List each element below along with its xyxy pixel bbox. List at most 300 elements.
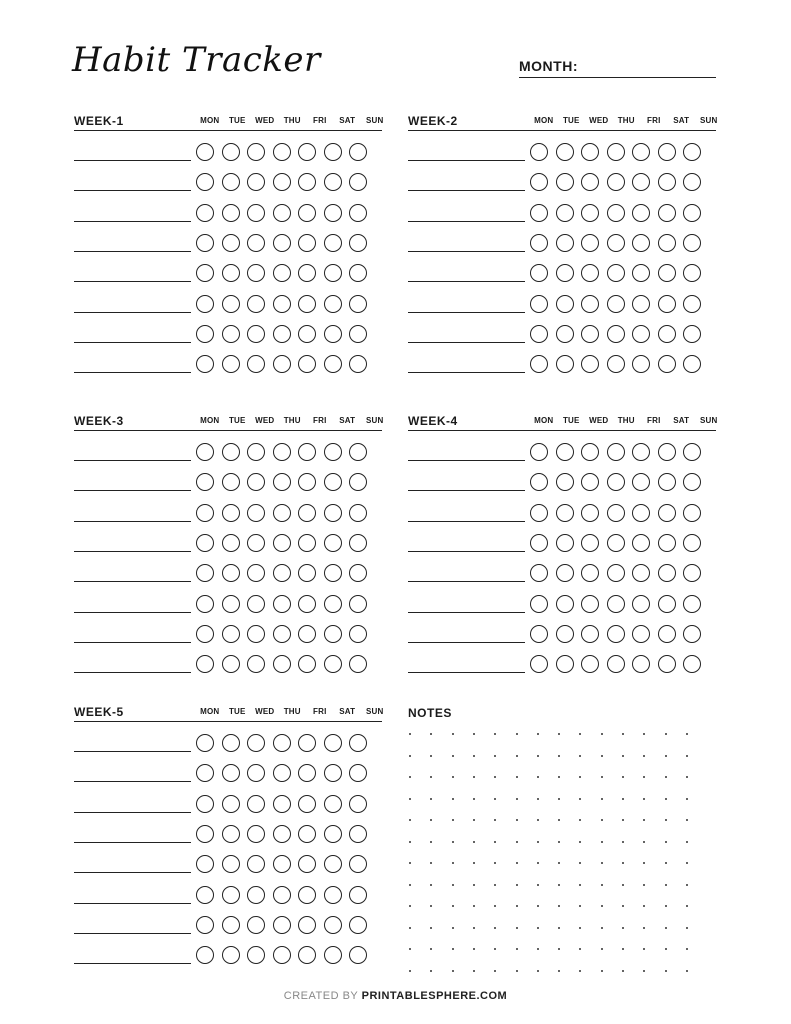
day-checkbox-circle[interactable] [247, 295, 265, 313]
day-checkbox-circle[interactable] [632, 504, 650, 522]
day-checkbox-circle[interactable] [632, 655, 650, 673]
day-checkbox-circle[interactable] [683, 655, 701, 673]
day-checkbox-circle[interactable] [683, 234, 701, 252]
day-checkbox-circle[interactable] [273, 264, 291, 282]
day-checkbox-circle[interactable] [349, 234, 367, 252]
day-checkbox-circle[interactable] [298, 234, 316, 252]
day-checkbox-circle[interactable] [683, 325, 701, 343]
day-checkbox-circle[interactable] [632, 443, 650, 461]
day-checkbox-circle[interactable] [247, 946, 265, 964]
day-checkbox-circle[interactable] [273, 173, 291, 191]
day-checkbox-circle[interactable] [324, 234, 342, 252]
day-checkbox-circle[interactable] [324, 564, 342, 582]
day-checkbox-circle[interactable] [607, 534, 625, 552]
day-checkbox-circle[interactable] [247, 595, 265, 613]
day-checkbox-circle[interactable] [273, 295, 291, 313]
habit-name-line[interactable] [74, 872, 191, 873]
day-checkbox-circle[interactable] [273, 946, 291, 964]
habit-name-line[interactable] [408, 581, 525, 582]
habit-name-line[interactable] [74, 342, 191, 343]
day-checkbox-circle[interactable] [298, 564, 316, 582]
day-checkbox-circle[interactable] [298, 295, 316, 313]
day-checkbox-circle[interactable] [222, 204, 240, 222]
day-checkbox-circle[interactable] [581, 234, 599, 252]
day-checkbox-circle[interactable] [196, 443, 214, 461]
day-checkbox-circle[interactable] [196, 325, 214, 343]
day-checkbox-circle[interactable] [581, 143, 599, 161]
day-checkbox-circle[interactable] [632, 355, 650, 373]
day-checkbox-circle[interactable] [222, 473, 240, 491]
day-checkbox-circle[interactable] [273, 655, 291, 673]
habit-name-line[interactable] [408, 521, 525, 522]
day-checkbox-circle[interactable] [607, 595, 625, 613]
day-checkbox-circle[interactable] [222, 795, 240, 813]
day-checkbox-circle[interactable] [556, 595, 574, 613]
day-checkbox-circle[interactable] [607, 295, 625, 313]
day-checkbox-circle[interactable] [324, 764, 342, 782]
day-checkbox-circle[interactable] [349, 564, 367, 582]
day-checkbox-circle[interactable] [298, 473, 316, 491]
day-checkbox-circle[interactable] [607, 325, 625, 343]
day-checkbox-circle[interactable] [247, 534, 265, 552]
day-checkbox-circle[interactable] [632, 204, 650, 222]
day-checkbox-circle[interactable] [658, 234, 676, 252]
day-checkbox-circle[interactable] [196, 355, 214, 373]
day-checkbox-circle[interactable] [298, 325, 316, 343]
day-checkbox-circle[interactable] [349, 443, 367, 461]
day-checkbox-circle[interactable] [324, 946, 342, 964]
day-checkbox-circle[interactable] [632, 473, 650, 491]
day-checkbox-circle[interactable] [247, 143, 265, 161]
habit-name-line[interactable] [74, 642, 191, 643]
day-checkbox-circle[interactable] [298, 795, 316, 813]
day-checkbox-circle[interactable] [273, 534, 291, 552]
day-checkbox-circle[interactable] [683, 355, 701, 373]
day-checkbox-circle[interactable] [324, 825, 342, 843]
day-checkbox-circle[interactable] [556, 143, 574, 161]
day-checkbox-circle[interactable] [324, 734, 342, 752]
habit-name-line[interactable] [74, 842, 191, 843]
day-checkbox-circle[interactable] [556, 204, 574, 222]
day-checkbox-circle[interactable] [556, 234, 574, 252]
day-checkbox-circle[interactable] [222, 595, 240, 613]
day-checkbox-circle[interactable] [556, 295, 574, 313]
day-checkbox-circle[interactable] [349, 946, 367, 964]
habit-name-line[interactable] [74, 551, 191, 552]
day-checkbox-circle[interactable] [196, 825, 214, 843]
habit-name-line[interactable] [74, 281, 191, 282]
day-checkbox-circle[interactable] [222, 734, 240, 752]
day-checkbox-circle[interactable] [683, 625, 701, 643]
day-checkbox-circle[interactable] [273, 764, 291, 782]
day-checkbox-circle[interactable] [247, 795, 265, 813]
day-checkbox-circle[interactable] [324, 173, 342, 191]
day-checkbox-circle[interactable] [349, 795, 367, 813]
day-checkbox-circle[interactable] [632, 173, 650, 191]
day-checkbox-circle[interactable] [298, 886, 316, 904]
day-checkbox-circle[interactable] [658, 204, 676, 222]
day-checkbox-circle[interactable] [298, 916, 316, 934]
day-checkbox-circle[interactable] [349, 916, 367, 934]
day-checkbox-circle[interactable] [349, 264, 367, 282]
day-checkbox-circle[interactable] [298, 625, 316, 643]
day-checkbox-circle[interactable] [273, 325, 291, 343]
day-checkbox-circle[interactable] [632, 534, 650, 552]
day-checkbox-circle[interactable] [273, 504, 291, 522]
day-checkbox-circle[interactable] [658, 355, 676, 373]
day-checkbox-circle[interactable] [222, 655, 240, 673]
day-checkbox-circle[interactable] [581, 355, 599, 373]
day-checkbox-circle[interactable] [607, 355, 625, 373]
day-checkbox-circle[interactable] [222, 886, 240, 904]
day-checkbox-circle[interactable] [196, 855, 214, 873]
habit-name-line[interactable] [408, 190, 525, 191]
day-checkbox-circle[interactable] [658, 443, 676, 461]
day-checkbox-circle[interactable] [632, 264, 650, 282]
day-checkbox-circle[interactable] [222, 143, 240, 161]
day-checkbox-circle[interactable] [273, 916, 291, 934]
habit-name-line[interactable] [408, 221, 525, 222]
day-checkbox-circle[interactable] [349, 173, 367, 191]
day-checkbox-circle[interactable] [349, 595, 367, 613]
day-checkbox-circle[interactable] [196, 625, 214, 643]
day-checkbox-circle[interactable] [196, 264, 214, 282]
day-checkbox-circle[interactable] [349, 473, 367, 491]
day-checkbox-circle[interactable] [222, 946, 240, 964]
habit-name-line[interactable] [74, 312, 191, 313]
day-checkbox-circle[interactable] [530, 204, 548, 222]
day-checkbox-circle[interactable] [581, 655, 599, 673]
day-checkbox-circle[interactable] [530, 564, 548, 582]
day-checkbox-circle[interactable] [196, 473, 214, 491]
day-checkbox-circle[interactable] [247, 325, 265, 343]
habit-name-line[interactable] [408, 460, 525, 461]
day-checkbox-circle[interactable] [607, 173, 625, 191]
day-checkbox-circle[interactable] [632, 295, 650, 313]
day-checkbox-circle[interactable] [556, 625, 574, 643]
day-checkbox-circle[interactable] [196, 764, 214, 782]
day-checkbox-circle[interactable] [196, 564, 214, 582]
day-checkbox-circle[interactable] [324, 355, 342, 373]
day-checkbox-circle[interactable] [530, 534, 548, 552]
day-checkbox-circle[interactable] [581, 504, 599, 522]
day-checkbox-circle[interactable] [607, 143, 625, 161]
day-checkbox-circle[interactable] [530, 143, 548, 161]
day-checkbox-circle[interactable] [324, 143, 342, 161]
day-checkbox-circle[interactable] [196, 143, 214, 161]
day-checkbox-circle[interactable] [247, 264, 265, 282]
day-checkbox-circle[interactable] [222, 916, 240, 934]
day-checkbox-circle[interactable] [530, 264, 548, 282]
day-checkbox-circle[interactable] [273, 795, 291, 813]
day-checkbox-circle[interactable] [324, 473, 342, 491]
day-checkbox-circle[interactable] [530, 625, 548, 643]
day-checkbox-circle[interactable] [632, 625, 650, 643]
day-checkbox-circle[interactable] [196, 204, 214, 222]
day-checkbox-circle[interactable] [222, 234, 240, 252]
day-checkbox-circle[interactable] [247, 234, 265, 252]
day-checkbox-circle[interactable] [530, 443, 548, 461]
habit-name-line[interactable] [74, 751, 191, 752]
day-checkbox-circle[interactable] [581, 625, 599, 643]
day-checkbox-circle[interactable] [349, 855, 367, 873]
day-checkbox-circle[interactable] [556, 473, 574, 491]
day-checkbox-circle[interactable] [222, 855, 240, 873]
day-checkbox-circle[interactable] [556, 355, 574, 373]
day-checkbox-circle[interactable] [607, 625, 625, 643]
day-checkbox-circle[interactable] [349, 764, 367, 782]
day-checkbox-circle[interactable] [683, 473, 701, 491]
day-checkbox-circle[interactable] [222, 564, 240, 582]
day-checkbox-circle[interactable] [196, 595, 214, 613]
day-checkbox-circle[interactable] [556, 443, 574, 461]
habit-name-line[interactable] [408, 551, 525, 552]
habit-name-line[interactable] [74, 460, 191, 461]
day-checkbox-circle[interactable] [247, 504, 265, 522]
day-checkbox-circle[interactable] [607, 204, 625, 222]
day-checkbox-circle[interactable] [273, 595, 291, 613]
day-checkbox-circle[interactable] [632, 234, 650, 252]
day-checkbox-circle[interactable] [607, 504, 625, 522]
day-checkbox-circle[interactable] [298, 504, 316, 522]
day-checkbox-circle[interactable] [298, 143, 316, 161]
day-checkbox-circle[interactable] [556, 173, 574, 191]
day-checkbox-circle[interactable] [273, 204, 291, 222]
day-checkbox-circle[interactable] [530, 655, 548, 673]
day-checkbox-circle[interactable] [247, 355, 265, 373]
habit-name-line[interactable] [74, 581, 191, 582]
day-checkbox-circle[interactable] [530, 473, 548, 491]
day-checkbox-circle[interactable] [324, 295, 342, 313]
day-checkbox-circle[interactable] [222, 534, 240, 552]
day-checkbox-circle[interactable] [632, 143, 650, 161]
day-checkbox-circle[interactable] [658, 655, 676, 673]
day-checkbox-circle[interactable] [273, 825, 291, 843]
day-checkbox-circle[interactable] [222, 764, 240, 782]
day-checkbox-circle[interactable] [607, 234, 625, 252]
day-checkbox-circle[interactable] [273, 734, 291, 752]
day-checkbox-circle[interactable] [324, 625, 342, 643]
day-checkbox-circle[interactable] [658, 143, 676, 161]
day-checkbox-circle[interactable] [324, 443, 342, 461]
day-checkbox-circle[interactable] [683, 595, 701, 613]
day-checkbox-circle[interactable] [607, 655, 625, 673]
day-checkbox-circle[interactable] [658, 595, 676, 613]
day-checkbox-circle[interactable] [298, 264, 316, 282]
habit-name-line[interactable] [74, 781, 191, 782]
day-checkbox-circle[interactable] [222, 825, 240, 843]
day-checkbox-circle[interactable] [324, 534, 342, 552]
day-checkbox-circle[interactable] [607, 264, 625, 282]
day-checkbox-circle[interactable] [196, 234, 214, 252]
habit-name-line[interactable] [74, 933, 191, 934]
day-checkbox-circle[interactable] [349, 886, 367, 904]
day-checkbox-circle[interactable] [349, 655, 367, 673]
day-checkbox-circle[interactable] [196, 886, 214, 904]
day-checkbox-circle[interactable] [222, 625, 240, 643]
habit-name-line[interactable] [74, 221, 191, 222]
day-checkbox-circle[interactable] [273, 855, 291, 873]
day-checkbox-circle[interactable] [273, 443, 291, 461]
day-checkbox-circle[interactable] [298, 764, 316, 782]
day-checkbox-circle[interactable] [298, 734, 316, 752]
habit-name-line[interactable] [408, 642, 525, 643]
day-checkbox-circle[interactable] [581, 264, 599, 282]
day-checkbox-circle[interactable] [247, 625, 265, 643]
day-checkbox-circle[interactable] [530, 325, 548, 343]
day-checkbox-circle[interactable] [632, 595, 650, 613]
day-checkbox-circle[interactable] [222, 295, 240, 313]
day-checkbox-circle[interactable] [196, 534, 214, 552]
day-checkbox-circle[interactable] [556, 655, 574, 673]
day-checkbox-circle[interactable] [658, 173, 676, 191]
day-checkbox-circle[interactable] [683, 204, 701, 222]
day-checkbox-circle[interactable] [324, 916, 342, 934]
day-checkbox-circle[interactable] [273, 355, 291, 373]
day-checkbox-circle[interactable] [298, 655, 316, 673]
day-checkbox-circle[interactable] [658, 534, 676, 552]
day-checkbox-circle[interactable] [683, 295, 701, 313]
habit-name-line[interactable] [408, 281, 525, 282]
day-checkbox-circle[interactable] [530, 504, 548, 522]
day-checkbox-circle[interactable] [658, 295, 676, 313]
day-checkbox-circle[interactable] [273, 473, 291, 491]
day-checkbox-circle[interactable] [581, 595, 599, 613]
day-checkbox-circle[interactable] [556, 325, 574, 343]
day-checkbox-circle[interactable] [222, 325, 240, 343]
habit-name-line[interactable] [74, 812, 191, 813]
habit-name-line[interactable] [408, 251, 525, 252]
day-checkbox-circle[interactable] [349, 734, 367, 752]
day-checkbox-circle[interactable] [298, 855, 316, 873]
habit-name-line[interactable] [408, 372, 525, 373]
day-checkbox-circle[interactable] [607, 473, 625, 491]
day-checkbox-circle[interactable] [222, 355, 240, 373]
day-checkbox-circle[interactable] [298, 443, 316, 461]
day-checkbox-circle[interactable] [247, 855, 265, 873]
habit-name-line[interactable] [408, 490, 525, 491]
day-checkbox-circle[interactable] [324, 264, 342, 282]
day-checkbox-circle[interactable] [349, 204, 367, 222]
habit-name-line[interactable] [74, 521, 191, 522]
day-checkbox-circle[interactable] [247, 204, 265, 222]
habit-name-line[interactable] [74, 251, 191, 252]
day-checkbox-circle[interactable] [273, 234, 291, 252]
day-checkbox-circle[interactable] [683, 564, 701, 582]
day-checkbox-circle[interactable] [298, 825, 316, 843]
day-checkbox-circle[interactable] [196, 295, 214, 313]
day-checkbox-circle[interactable] [247, 173, 265, 191]
habit-name-line[interactable] [408, 672, 525, 673]
day-checkbox-circle[interactable] [196, 655, 214, 673]
habit-name-line[interactable] [74, 963, 191, 964]
day-checkbox-circle[interactable] [324, 795, 342, 813]
day-checkbox-circle[interactable] [581, 564, 599, 582]
habit-name-line[interactable] [74, 672, 191, 673]
day-checkbox-circle[interactable] [349, 355, 367, 373]
day-checkbox-circle[interactable] [298, 173, 316, 191]
day-checkbox-circle[interactable] [349, 825, 367, 843]
day-checkbox-circle[interactable] [324, 204, 342, 222]
day-checkbox-circle[interactable] [530, 595, 548, 613]
day-checkbox-circle[interactable] [683, 143, 701, 161]
day-checkbox-circle[interactable] [324, 325, 342, 343]
habit-name-line[interactable] [74, 160, 191, 161]
day-checkbox-circle[interactable] [196, 173, 214, 191]
day-checkbox-circle[interactable] [247, 916, 265, 934]
habit-name-line[interactable] [408, 312, 525, 313]
day-checkbox-circle[interactable] [247, 825, 265, 843]
day-checkbox-circle[interactable] [222, 173, 240, 191]
day-checkbox-circle[interactable] [222, 504, 240, 522]
day-checkbox-circle[interactable] [349, 625, 367, 643]
day-checkbox-circle[interactable] [581, 534, 599, 552]
day-checkbox-circle[interactable] [196, 504, 214, 522]
day-checkbox-circle[interactable] [683, 264, 701, 282]
day-checkbox-circle[interactable] [658, 473, 676, 491]
day-checkbox-circle[interactable] [273, 143, 291, 161]
day-checkbox-circle[interactable] [273, 886, 291, 904]
day-checkbox-circle[interactable] [556, 504, 574, 522]
day-checkbox-circle[interactable] [324, 886, 342, 904]
day-checkbox-circle[interactable] [222, 443, 240, 461]
habit-name-line[interactable] [74, 612, 191, 613]
day-checkbox-circle[interactable] [247, 734, 265, 752]
day-checkbox-circle[interactable] [196, 916, 214, 934]
day-checkbox-circle[interactable] [581, 473, 599, 491]
day-checkbox-circle[interactable] [247, 886, 265, 904]
day-checkbox-circle[interactable] [247, 443, 265, 461]
day-checkbox-circle[interactable] [324, 855, 342, 873]
day-checkbox-circle[interactable] [607, 443, 625, 461]
day-checkbox-circle[interactable] [581, 443, 599, 461]
day-checkbox-circle[interactable] [658, 325, 676, 343]
day-checkbox-circle[interactable] [298, 595, 316, 613]
day-checkbox-circle[interactable] [247, 655, 265, 673]
habit-name-line[interactable] [408, 612, 525, 613]
day-checkbox-circle[interactable] [530, 295, 548, 313]
day-checkbox-circle[interactable] [530, 173, 548, 191]
day-checkbox-circle[interactable] [324, 595, 342, 613]
habit-name-line[interactable] [74, 490, 191, 491]
day-checkbox-circle[interactable] [658, 264, 676, 282]
day-checkbox-circle[interactable] [349, 295, 367, 313]
day-checkbox-circle[interactable] [632, 325, 650, 343]
day-checkbox-circle[interactable] [196, 946, 214, 964]
day-checkbox-circle[interactable] [349, 504, 367, 522]
day-checkbox-circle[interactable] [581, 325, 599, 343]
day-checkbox-circle[interactable] [683, 504, 701, 522]
day-checkbox-circle[interactable] [632, 564, 650, 582]
day-checkbox-circle[interactable] [658, 504, 676, 522]
day-checkbox-circle[interactable] [298, 946, 316, 964]
day-checkbox-circle[interactable] [556, 264, 574, 282]
day-checkbox-circle[interactable] [298, 534, 316, 552]
habit-name-line[interactable] [408, 160, 525, 161]
day-checkbox-circle[interactable] [683, 173, 701, 191]
day-checkbox-circle[interactable] [349, 143, 367, 161]
habit-name-line[interactable] [408, 342, 525, 343]
day-checkbox-circle[interactable] [324, 655, 342, 673]
day-checkbox-circle[interactable] [530, 234, 548, 252]
day-checkbox-circle[interactable] [581, 295, 599, 313]
day-checkbox-circle[interactable] [273, 564, 291, 582]
day-checkbox-circle[interactable] [273, 625, 291, 643]
day-checkbox-circle[interactable] [530, 355, 548, 373]
day-checkbox-circle[interactable] [298, 355, 316, 373]
day-checkbox-circle[interactable] [324, 504, 342, 522]
day-checkbox-circle[interactable] [581, 173, 599, 191]
